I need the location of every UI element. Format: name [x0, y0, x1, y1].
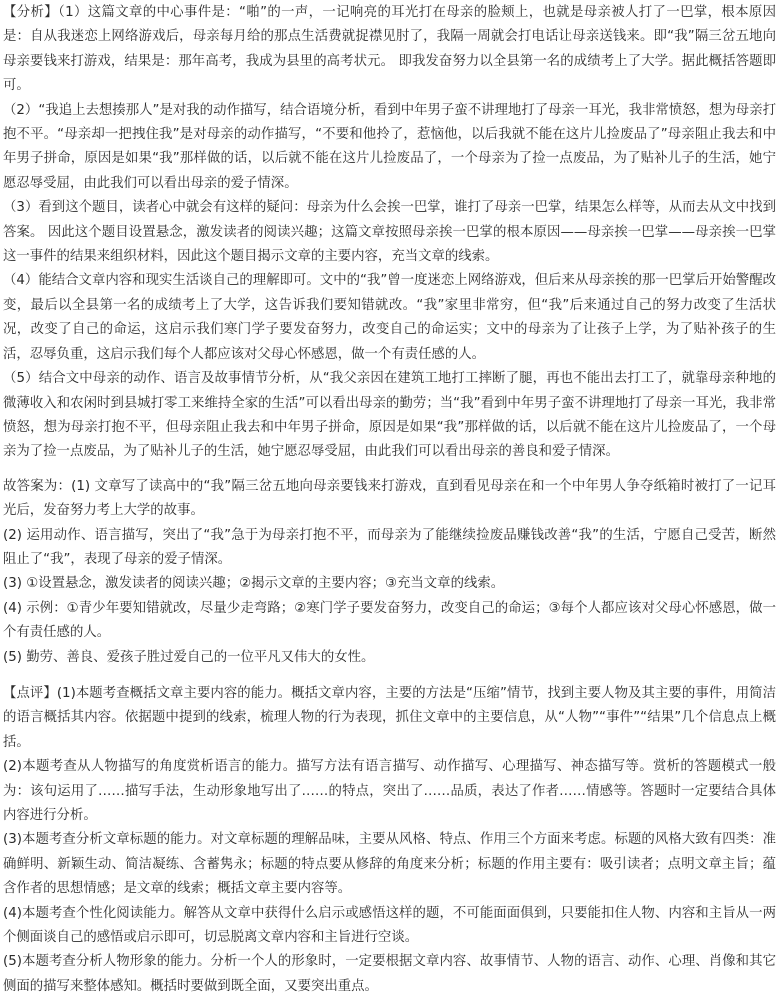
comment-5: (5)本题考查分析人物形象的能力。分析一个人的形象时，一定要根据文章内容、故事情节、人物的语言、动作、心理、肖像和其它侧面的描写来整体感知。概括时要做到既全面，又要突出重点。: [3, 954, 776, 994]
answer-1: 故答案为：(1) 文章写了读高中的“我”隔三岔五地向母亲要钱来打游戏，直到看见母亲在和一个中年男人争夺纸箱时被打了一记耳光后，发奋努力考上大学的故事。: [3, 478, 776, 519]
analysis-paragraph-1: [3, 1, 776, 99]
comment-1: 【点评】(1)本题考查概括文章主要内容的能力。概括文章内容，主要的方法是“压缩”情节，找到主要人物及其主要的事件，用简洁的语言概括其内容。依据题中提到的线索，梳理人物的行为表现，抓住文章中的主要信息，从“人物”“事件”“结果”几个信息点上概括。: [3, 685, 776, 750]
answer-5: (5) 勤劳、善良、爱孩子胜过爱自己的一位平凡又伟大的女性。: [3, 649, 375, 665]
analysis-paragraph-5: （5）结合文中母亲的动作、语言及故事情节分析，从“我父亲因在建筑工地打工摔断了腿，再也不能出去打工了，就靠母亲种地的微薄收入和农闲时到县城打零工来维持全家的生活”可以看出母亲的勤劳；当“我”看到中年男子蛮不讲理地打了母亲一耳光，我非常愤怒，想为母亲打抱不平，但母亲阻止我去和中年男子拼命，原因是如果“我”那样做的话，以后就不能在这片儿捡废品了，一个母亲为了捡一点废品，为了贴补儿子的生活，她宁愿忍辱受屈，由此我们可以看出母亲的善良和爱子情深。: [3, 371, 776, 460]
comment-2: (2)本题考查从人物描写的角度赏析语言的能力。描写方法有语言描写、动作描写、心理描写、神态描写等。赏析的答题模式一般为：该句运用了……描写手法，生动形象地写出了……的特点，突出了……品质，表达了作者……情感等。答题时一定要结合具体内容进行分析。: [3, 759, 776, 823]
section-spacer: [3, 465, 776, 475]
analysis-section: [3, 1, 776, 465]
answer-3: (3) ①设置悬念，激发读者的阅读兴趣；②揭示文章的主要内容；③充当文章的线索。: [3, 576, 505, 592]
section-spacer: [3, 670, 776, 682]
analysis-paragraph-3: （3）看到这个题目，读者心中就会有这样的疑问：母亲为什么会挨一巴掌，谁打了母亲一巴掌，结果怎么样等，从而去从文中找到答案。 因此这个题目设置悬念，激发读者的阅读兴趣；这篇文章按照母亲挨一巴掌的根本原因——母亲挨一巴掌——母亲挨一巴掌这一事件的结果来组织材料，因此这个题目揭示文章的主要内容，充当文章的线索。: [3, 200, 776, 265]
answer-section: [3, 475, 776, 670]
analysis-paragraph-2: （2）“我追上去想揍那人”是对我的动作描写，结合语境分析，看到中年男子蛮不讲理地打了母亲一耳光，我非常愤怒，想为母亲打抱不平。“母亲却一把拽住我”是对母亲的动作描写，“不要和他拎了，惹恼他，以后我就不能在这片儿捡废品了”母亲阻止我去和中年男子拼命，原因是如果“我”那样做的话，以后就不能在这片儿捡废品了，一个母亲为了捡一点废品，为了贴补儿子的生活，她宁愿忍辱受屈，由此我们可以看出母亲的爱子情深。: [3, 102, 776, 191]
answer-4: (4) 示例：①青少年要知错就改，尽量少走弯路；②寒门学子要发奋努力，改变自己的命运；③每个人都应该对父母心怀感恩，做一个有责任感的人。: [3, 600, 776, 641]
analysis-text-1: （1）这篇文章的中心事件是：“啪”的一声，一记响亮的耳光打在母亲的脸颊上，也就是母亲被人打了一巴掌，根本原因是：自从我迷恋上网络游戏后，母亲每月给的那点生活费就捉襟见肘了，我隔一周就会打电话让母亲送钱来。即“我”隔三岔五地向母亲要钱来打游戏，结果是：那年高考，我成为县里的高考状元。 即我发奋努力以全县第一名的成绩考上了大学。据此概括答题即可。: [3, 5, 776, 94]
comment-3: (3)本题考查分析文章标题的能力。对文章标题的理解品味，主要从风格、特点、作用三个方面来考虑。标题的风格大致有四类：准确鲜明、新颖生动、简洁凝练、含蓄隽永；标题的特点要从修辞的角度来分析；标题的作用主要有：吸引读者；点明文章主旨；蕴含作者的思想情感；是文章的线索；概括文章主要内容等。: [3, 832, 776, 897]
analysis-header: 【分析】: [3, 5, 59, 20]
answer-2: (2) 运用动作、语言描写，突出了“我”急于为母亲打抱不平，而母亲为了能继续捡废品赚钱改善“我”的生活，宁愿自己受苦，断然阻止了“我”，表现了母亲的爱子情深。: [3, 527, 776, 567]
comment-4: (4)本题考查个性化阅读能力。解答从文章中获得什么启示或感悟这样的题，不可能面面俱到，只要能扣住人物、内容和主旨从一两个侧面谈自己的感悟或启示即可，切忌脱离文章内容和主旨进行空谈。: [3, 905, 776, 946]
analysis-paragraph-4: （4）能结合文章内容和现实生活谈自己的理解即可。文中的“我”曾一度迷恋上网络游戏，但后来从母亲挨的那一巴掌后开始警醒改变，最后以全县第一名的成绩考上了大学，这告诉我们要知错就改。“我”家里非常穷，但“我”后来通过自己的努力改变了生活状况，改变了自己的命运，这启示我们寒门学子要发奋努力，改变自己的命运实；文中的母亲为了让孩子上学，为了贴补孩子的生活，忍辱负重，这启示我们每个人都应该对父母心怀感恩，做一个有责任感的人。: [3, 273, 776, 362]
comment-section: [3, 682, 776, 999]
